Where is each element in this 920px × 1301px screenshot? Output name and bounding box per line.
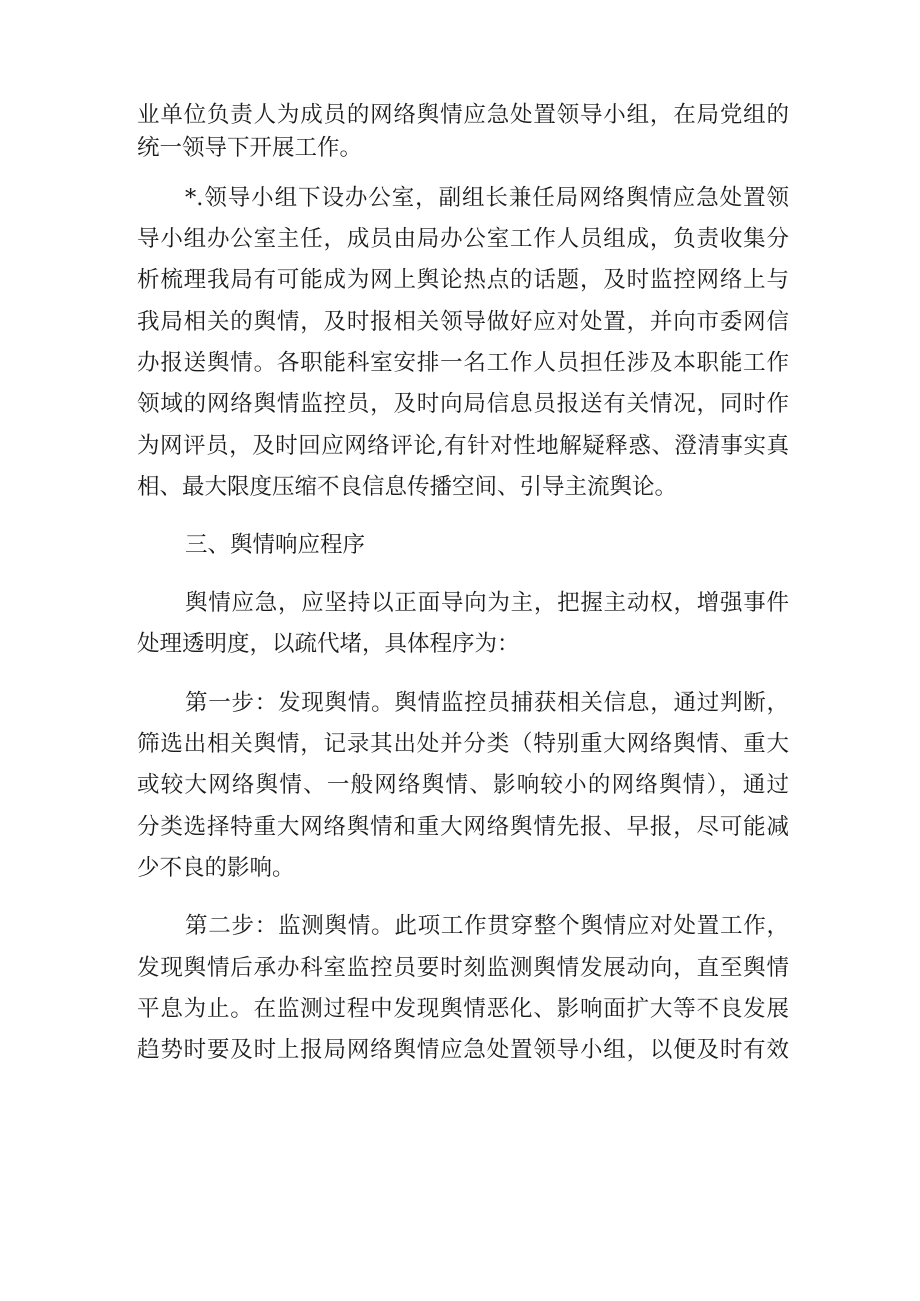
text-line-14: 第一步：发现舆情。舆情监控员捕获相关信息，通过判断， bbox=[185, 690, 789, 716]
text-line-18: 少不良的影响。 bbox=[137, 855, 295, 881]
text-line-19: 第二步：监测舆情。此项工作贯穿整个舆情应对处置工作， bbox=[185, 913, 789, 939]
text-line-2: 统一领导下开展工作。 bbox=[137, 135, 363, 161]
text-line-7: 办报送舆情。各职能科室安排一名工作人员担任涉及本职能工作 bbox=[137, 350, 789, 376]
text-line-9: 为网评员，及时回应网络评论,有针对性地解疑释惑、澄清事实真 bbox=[137, 433, 789, 459]
text-line-16: 或较大网络舆情、一般网络舆情、影响较小的网络舆情），通过 bbox=[137, 772, 789, 798]
text-line-5: 析梳理我局有可能成为网上舆论热点的话题，及时监控网络上与 bbox=[137, 267, 789, 293]
text-line-8: 领域的网络舆情监控员，及时向局信息员报送有关情况，同时作 bbox=[137, 391, 789, 417]
text-line-4: 导小组办公室主任，成员由局办公室工作人员组成，负责收集分 bbox=[137, 226, 789, 252]
text-line-6: 我局相关的舆情，及时报相关领导做好应对处置，并向市委网信 bbox=[137, 309, 789, 335]
text-line-22: 趋势时要及时上报局网络舆情应急处置领导小组，以便及时有效 bbox=[137, 1037, 789, 1063]
text-line-20: 发现舆情后承办科室监控员要时刻监测舆情发展动向，直至舆情 bbox=[137, 955, 789, 981]
text-line-15: 筛选出相关舆情，记录其出处并分类（特别重大网络舆情、重大 bbox=[137, 731, 789, 757]
text-line-13: 处理透明度，以疏代堵，具体程序为： bbox=[137, 631, 520, 657]
text-line-3: *.领导小组下设办公室，副组长兼任局网络舆情应急处置领 bbox=[185, 185, 789, 211]
text-line-1: 业单位负责人为成员的网络舆情应急处置领导小组，在局党组的 bbox=[137, 102, 789, 128]
text-line-17: 分类选择特重大网络舆情和重大网络舆情先报、早报，尽可能减 bbox=[137, 814, 789, 840]
text-line-12: 舆情应急，应坚持以正面导向为主，把握主动权，增强事件 bbox=[185, 590, 789, 616]
text-line-21: 平息为止。在监测过程中发现舆情恶化、影响面扩大等不良发展 bbox=[137, 996, 789, 1022]
text-line-10: 相、最大限度压缩不良信息传播空间、引导主流舆论。 bbox=[137, 474, 678, 500]
section-heading: 三、舆情响应程序 bbox=[185, 532, 366, 558]
